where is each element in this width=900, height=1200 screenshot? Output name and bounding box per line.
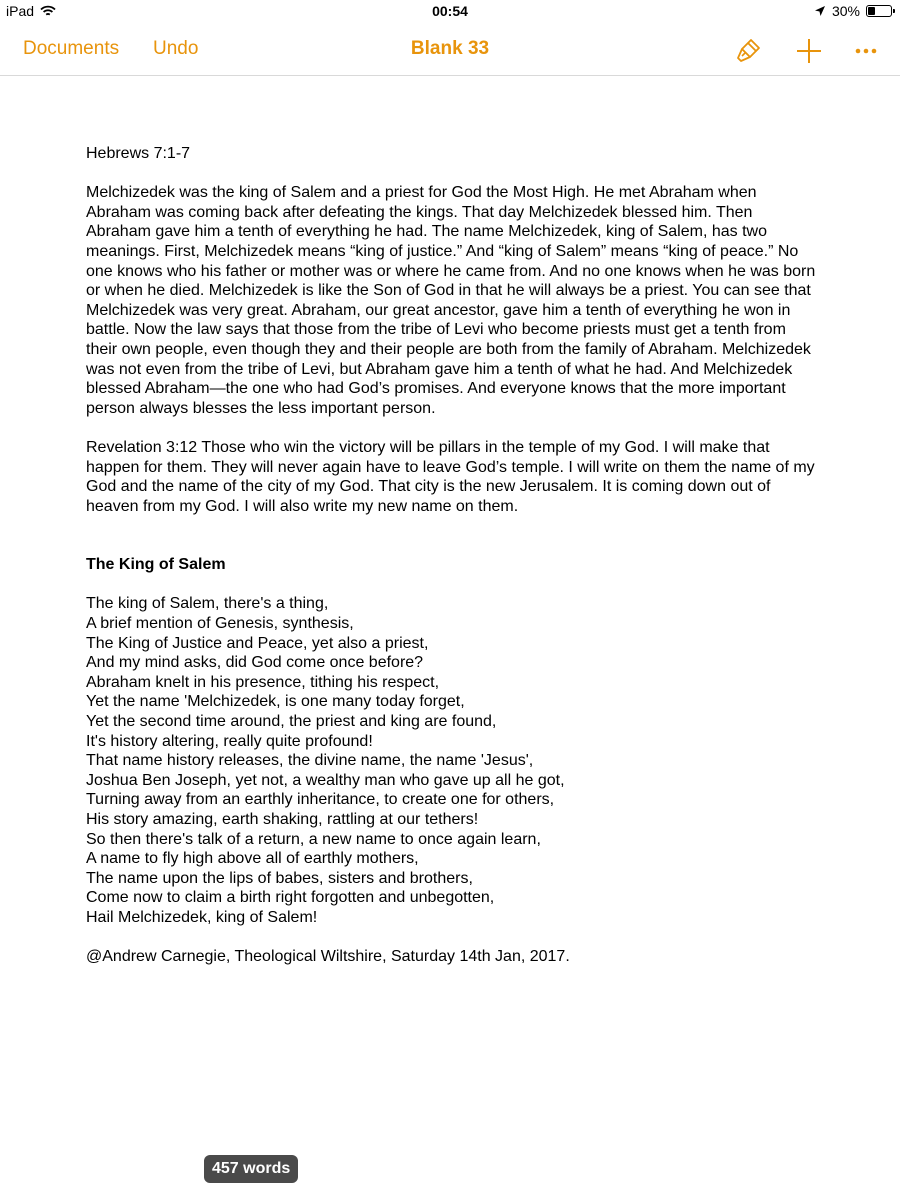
status-right (814, 3, 892, 19)
documents-button[interactable]: Documents (23, 38, 120, 59)
more-icon[interactable] (851, 36, 881, 66)
poem-line: His story amazing, earth shaking, rattling at our tethers! (86, 811, 479, 828)
poem-line: And my mind asks, did God come once before? (86, 654, 424, 672)
device-name: iPad (6, 3, 35, 19)
poem-line: A name to fly high above all of earthly mothers, (86, 850, 419, 868)
poem-line: Yet the second time around, the priest and king are found, (86, 713, 497, 731)
word-count-badge[interactable]: 457 words (204, 1155, 298, 1183)
battery-percent: 30% (831, 3, 860, 19)
scripture-reference: Hebrews 7:1-7 (86, 145, 191, 162)
status-bar (0, 0, 900, 24)
poem-line: The king of Salem, there's a thing, (86, 595, 329, 613)
poem-line: Come now to claim a birth right forgotten and unbegotten, (86, 889, 495, 907)
poem-line: That name history releases, the divine name, the name 'Jesus', (86, 752, 534, 770)
poem-line: The King of Justice and Peace, yet also a priest, (86, 634, 429, 652)
poem-line: It's history altering, really quite profound! (86, 732, 373, 750)
location-icon (814, 5, 826, 17)
poem-title: The King of Salem (86, 556, 226, 574)
status-time: 00:54 (432, 3, 468, 19)
poem-line: Joshua Ben Joseph, yet not, a wealthy man who gave up all he got, (86, 771, 565, 789)
plus-icon[interactable] (794, 36, 824, 66)
poem-line: Yet the name 'Melchizedek, is one many today forget, (86, 693, 465, 711)
battery-level (868, 7, 875, 15)
poem-line: Turning away from an earthly inheritance, to create one for others, (86, 791, 555, 809)
poem (86, 594, 816, 927)
signature-line: @Andrew Carnegie, Theological Wiltshire, Saturday 14th Jan, 2017. (86, 948, 570, 966)
poem-line: Hail Melchizedek, king of Salem! (86, 908, 318, 926)
poem-line: Abraham knelt in his presence, tithing his respect, (86, 673, 440, 691)
poem-line: The name upon the lips of babes, sisters and brothers, (86, 869, 473, 887)
poem-line: So then there's talk of a return, a new name to once again learn, (86, 830, 541, 848)
scripture-paragraph: Melchizedek was the king of Salem and a priest for God the Most High. He met Abraham when Abraham was coming back after defeating the kings. That day Melchizedek blessed him. Then Abraham gave him a tenth of everything he had. The name Melchizedek, king of Salem, has two meanings. First, Melchizedek means “king of justice.” And “king of Salem” means “king of peace.” No one knows who his father or mother was or where he came from. And no one knows when he was born or when he died. Melchizedek is like the Son of God in that he will always be a priest. You can see that Melchizedek was very great. Abraham, our great ancestor, gave him a tenth of everything he won in battle. Now the law says that those from the tribe of Levi who become priests must get a tenth from their own people, even though they and their people are both from the family of Abraham. Melchizedek was not even from the tribe of Levi, but Abraham gave him a tenth of what he had. And Melchizedek blessed Abraham—the one who had God’s promises. And everyone knows that the more important person always blesses the less important person. (86, 184, 816, 417)
undo-button[interactable]: Undo (153, 38, 199, 59)
document-body[interactable] (86, 144, 816, 986)
paintbrush-icon[interactable] (734, 36, 764, 66)
revelation-paragraph: Revelation 3:12 Those who win the victory will be pillars in the temple of my God. I will make that happen for them. They will never again have to leave God’s temple. I will write on them the name of my God and the name of the city of my God. That city is the new Jerusalem. It is coming down out of heaven from my God. I will also write my new name on them. (86, 438, 815, 515)
poem-line: A brief mention of Genesis, synthesis, (86, 615, 354, 633)
document-title[interactable]: Blank 33 (410, 38, 490, 59)
battery-icon (866, 5, 892, 17)
toolbar (0, 24, 900, 76)
